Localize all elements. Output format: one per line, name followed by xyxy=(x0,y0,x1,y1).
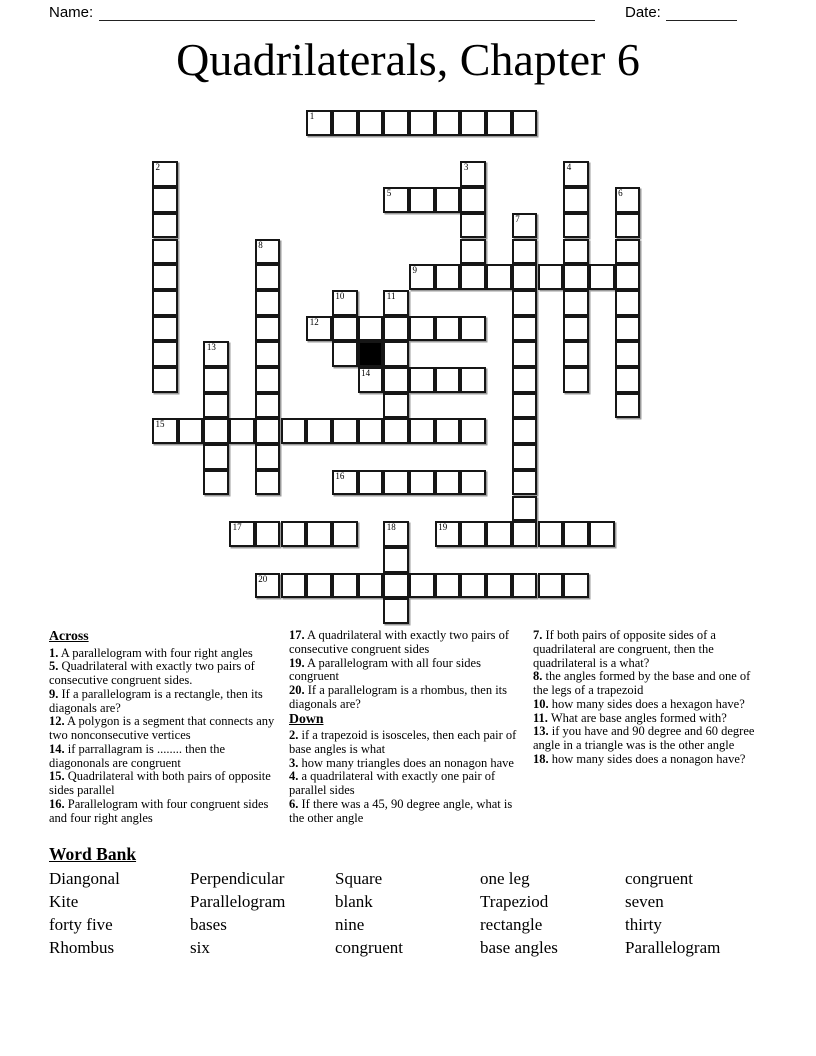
grid-cell[interactable] xyxy=(152,316,178,342)
grid-cell[interactable] xyxy=(332,573,358,599)
grid-cell[interactable] xyxy=(332,290,358,316)
grid-cell[interactable] xyxy=(358,367,384,393)
grid-cell[interactable] xyxy=(563,367,589,393)
grid-cell-black xyxy=(358,341,384,367)
clue-number: 12. xyxy=(49,714,65,729)
grid-cell[interactable] xyxy=(615,239,641,265)
word-bank-item: base angles xyxy=(480,938,558,957)
grid-cell[interactable] xyxy=(538,264,564,290)
grid-cell[interactable] xyxy=(538,521,564,547)
cell-number: 20 xyxy=(258,573,268,584)
grid-cell[interactable] xyxy=(460,418,486,444)
word-bank-item: forty five xyxy=(49,915,113,934)
word-bank-item: Perpendicular xyxy=(190,869,285,888)
grid-cell[interactable] xyxy=(512,393,538,419)
grid-cell[interactable] xyxy=(460,187,486,213)
grid-cell[interactable] xyxy=(563,161,589,187)
clue-item: 11. What are base angles formed with? xyxy=(533,710,727,725)
clue-number: 14. xyxy=(49,741,65,756)
cell-number: 5 xyxy=(386,188,392,199)
cell-number: 16 xyxy=(335,470,345,481)
word-bank-item: rectangle xyxy=(480,915,543,934)
grid-cell[interactable] xyxy=(460,239,486,265)
grid-cell[interactable] xyxy=(281,573,307,599)
grid-cell[interactable] xyxy=(409,187,435,213)
grid-cell[interactable] xyxy=(460,573,486,599)
grid-cell[interactable] xyxy=(229,521,255,547)
grid-cell[interactable] xyxy=(383,598,409,624)
grid-cell[interactable] xyxy=(383,547,409,573)
word-bank-item: congruent xyxy=(335,938,403,957)
grid-cell[interactable] xyxy=(152,161,178,187)
clue-item: 9. If a parallelogram is a rectangle, then its diagonals are? xyxy=(49,686,263,715)
grid-cell[interactable] xyxy=(409,316,435,342)
grid-cell[interactable] xyxy=(512,290,538,316)
clue-number: 19. xyxy=(289,655,305,670)
clue-number: 7. xyxy=(533,628,543,642)
cell-number: 17 xyxy=(232,522,242,533)
grid-cell[interactable] xyxy=(255,418,281,444)
cell-number: 18 xyxy=(386,522,396,533)
grid-cell[interactable] xyxy=(435,187,461,213)
grid-cell[interactable] xyxy=(435,573,461,599)
grid-cell[interactable] xyxy=(332,341,358,367)
clue-item: 19. A parallelogram with all four sides congruent xyxy=(289,655,481,684)
grid-cell[interactable] xyxy=(512,213,538,239)
grid-cell[interactable] xyxy=(563,290,589,316)
grid-cell[interactable] xyxy=(460,161,486,187)
down-heading: Down xyxy=(289,710,324,726)
clue-item: 17. A quadrilateral with exactly two pairs of consecutive congruent sides xyxy=(289,628,510,656)
grid-cell[interactable] xyxy=(152,418,178,444)
word-bank-item: Rhombus xyxy=(49,938,115,957)
grid-cell[interactable] xyxy=(255,264,281,290)
grid-cell[interactable] xyxy=(486,110,512,136)
grid-cell[interactable] xyxy=(435,470,461,496)
clue-item: 10. how many sides does a hexagon have? xyxy=(533,696,745,711)
grid-cell[interactable] xyxy=(152,213,178,239)
cell-number: 15 xyxy=(155,419,165,430)
clue-number: 6. xyxy=(289,796,299,811)
clue-item: 18. how many sides does a nonagon have? xyxy=(533,751,746,766)
grid-cell[interactable] xyxy=(255,290,281,316)
clue-number: 5. xyxy=(49,659,59,674)
grid-cell[interactable] xyxy=(435,316,461,342)
grid-cell[interactable] xyxy=(409,573,435,599)
grid-cell[interactable] xyxy=(435,110,461,136)
cell-number: 9 xyxy=(412,265,417,276)
word-bank-item: Parallelogram xyxy=(625,938,721,957)
word-bank-item: bases xyxy=(190,915,227,934)
grid-cell[interactable] xyxy=(409,367,435,393)
grid-cell[interactable] xyxy=(512,496,538,522)
grid-cell[interactable] xyxy=(203,418,229,444)
grid-cell[interactable] xyxy=(255,239,281,265)
grid-cell[interactable] xyxy=(332,418,358,444)
cell-number: 4 xyxy=(566,162,572,173)
grid-cell[interactable] xyxy=(255,393,281,419)
page-title: Quadrilaterals, Chapter 6 xyxy=(176,34,640,85)
grid-cell[interactable] xyxy=(332,316,358,342)
grid-cell[interactable] xyxy=(255,367,281,393)
grid-cell[interactable] xyxy=(383,418,409,444)
clue-number: 3. xyxy=(289,755,299,770)
grid-cell[interactable] xyxy=(563,264,589,290)
grid-cell[interactable] xyxy=(152,367,178,393)
grid-cell[interactable] xyxy=(358,110,384,136)
grid-cell[interactable] xyxy=(152,290,178,316)
grid-cell[interactable] xyxy=(512,110,538,136)
grid-cell[interactable] xyxy=(409,418,435,444)
grid-cell[interactable] xyxy=(255,316,281,342)
grid-cell[interactable] xyxy=(409,470,435,496)
clue-number: 2. xyxy=(289,728,299,742)
grid-cell[interactable] xyxy=(563,316,589,342)
grid-cell[interactable] xyxy=(615,264,641,290)
word-bank-heading: Word Bank xyxy=(49,844,137,864)
word-bank-item: Trapeziod xyxy=(480,892,549,911)
grid-cell[interactable] xyxy=(178,418,204,444)
clue-number: 11. xyxy=(533,710,548,725)
grid-cell[interactable] xyxy=(383,393,409,419)
clue-number: 4. xyxy=(289,769,299,784)
clue-number: 18. xyxy=(533,751,549,766)
grid-cell[interactable] xyxy=(332,521,358,547)
grid-cell[interactable] xyxy=(615,187,641,213)
clue-column-left xyxy=(49,629,282,825)
grid-cell[interactable] xyxy=(563,187,589,213)
cell-number: 6 xyxy=(618,188,623,199)
grid-cell[interactable] xyxy=(512,418,538,444)
clue-item: 2. if a trapezoid is isosceles, then each pair of base angles is what xyxy=(289,728,517,756)
grid-cell[interactable] xyxy=(358,316,384,342)
cell-number: 8 xyxy=(258,239,263,250)
clue-item: 12. A polygon is a segment that connects any two nonconsecutive vertices xyxy=(49,714,275,742)
grid-cell[interactable] xyxy=(306,110,332,136)
clue-number: 9. xyxy=(49,686,59,701)
word-bank-item: Square xyxy=(335,869,383,888)
crossword-grid xyxy=(152,110,641,624)
grid-cell[interactable] xyxy=(512,316,538,342)
clue-number: 16. xyxy=(49,796,65,811)
cell-number: 19 xyxy=(438,522,448,533)
cell-number: 1 xyxy=(309,111,315,121)
grid-cell[interactable] xyxy=(358,573,384,599)
grid-cell[interactable] xyxy=(512,239,538,265)
word-bank-item: thirty xyxy=(625,915,662,934)
grid-cell[interactable] xyxy=(512,521,538,547)
grid-cell[interactable] xyxy=(306,418,332,444)
grid-cell[interactable] xyxy=(383,521,409,547)
grid-cell[interactable] xyxy=(383,470,409,496)
grid-cell[interactable] xyxy=(615,341,641,367)
clue-item: 14. if parrallagram is ........ then the diagononals are congruent xyxy=(49,741,225,770)
across-heading: Across xyxy=(49,628,89,643)
grid-cell[interactable] xyxy=(460,264,486,290)
grid-cell[interactable] xyxy=(563,213,589,239)
grid-cell[interactable] xyxy=(306,316,332,342)
clue-item: 16. Parallelogram with four congruent sides and four right angles xyxy=(49,796,269,825)
cell-number: 11 xyxy=(386,290,396,301)
grid-cell[interactable] xyxy=(281,418,307,444)
clue-item: 15. Quadrilateral with both pairs of opposite sides parallel xyxy=(49,769,271,797)
clue-item: 4. a quadrilateral with exactly one pair of parallel sides xyxy=(289,769,496,797)
grid-cell[interactable] xyxy=(152,264,178,290)
name-label: Name: xyxy=(49,4,94,21)
word-bank-item: Kite xyxy=(49,892,79,911)
grid-cell[interactable] xyxy=(409,110,435,136)
clue-item: 6. If there was a 45, 90 degree angle, what is the other angle xyxy=(289,796,513,825)
grid-cell[interactable] xyxy=(255,444,281,470)
grid-cell[interactable] xyxy=(460,316,486,342)
grid-cell[interactable] xyxy=(563,341,589,367)
grid-cell[interactable] xyxy=(255,573,281,599)
grid-cell[interactable] xyxy=(383,187,409,213)
word-bank-section xyxy=(49,844,779,958)
word-bank-list xyxy=(49,869,779,958)
word-bank-item: six xyxy=(190,938,210,957)
grid-cell[interactable] xyxy=(486,264,512,290)
grid-cell[interactable] xyxy=(563,573,589,599)
word-bank-item: Parallelogram xyxy=(190,892,286,911)
grid-cell[interactable] xyxy=(460,470,486,496)
cell-number: 12 xyxy=(309,316,319,327)
grid-cell[interactable] xyxy=(306,521,332,547)
date-label: Date: xyxy=(625,4,661,21)
grid-cell[interactable] xyxy=(383,573,409,599)
grid-cell[interactable] xyxy=(203,470,229,496)
clue-number: 8. xyxy=(533,669,543,684)
grid-cell[interactable] xyxy=(512,341,538,367)
grid-cell[interactable] xyxy=(203,367,229,393)
grid-cell[interactable] xyxy=(538,573,564,599)
grid-cell[interactable] xyxy=(152,341,178,367)
grid-cell[interactable] xyxy=(383,316,409,342)
grid-cell[interactable] xyxy=(383,110,409,136)
grid-cell[interactable] xyxy=(281,521,307,547)
grid-cell[interactable] xyxy=(203,444,229,470)
grid-cell[interactable] xyxy=(486,573,512,599)
grid-cell[interactable] xyxy=(229,418,255,444)
word-bank-item: Diangonal xyxy=(49,869,120,888)
grid-cell[interactable] xyxy=(589,521,615,547)
word-bank-item: blank xyxy=(335,892,373,911)
grid-cell[interactable] xyxy=(435,521,461,547)
clue-number: 15. xyxy=(49,769,65,784)
word-bank-item: one leg xyxy=(480,869,530,888)
grid-cell[interactable] xyxy=(460,367,486,393)
grid-cell[interactable] xyxy=(615,290,641,316)
grid-cell[interactable] xyxy=(203,341,229,367)
grid-cell[interactable] xyxy=(203,393,229,419)
grid-cell[interactable] xyxy=(358,470,384,496)
clue-number: 17. xyxy=(289,628,305,642)
clue-item: 5. Quadrilateral with exactly two pairs of consecutive congruent sides. xyxy=(49,659,255,687)
grid-cell[interactable] xyxy=(409,264,435,290)
word-bank-item: nine xyxy=(335,915,365,934)
grid-cell[interactable] xyxy=(255,470,281,496)
grid-cell[interactable] xyxy=(615,367,641,393)
clue-item: 7. If both pairs of opposite sides of a quadrilateral are congruent, then the quadrilateral is a what? xyxy=(533,628,716,670)
cell-number: 13 xyxy=(206,342,216,353)
grid-cell[interactable] xyxy=(563,521,589,547)
grid-cell[interactable] xyxy=(563,239,589,265)
grid-cell[interactable] xyxy=(255,521,281,547)
grid-cell[interactable] xyxy=(486,521,512,547)
clue-column-middle xyxy=(289,629,517,825)
clue-item: 20. If a parallelogram is a rhombus, then its diagonals are? xyxy=(289,683,507,711)
grid-cell[interactable] xyxy=(589,264,615,290)
grid-cell[interactable] xyxy=(152,187,178,213)
grid-cell[interactable] xyxy=(460,521,486,547)
grid-cell[interactable] xyxy=(512,264,538,290)
clue-number: 20. xyxy=(289,683,305,697)
clue-number: 13. xyxy=(533,724,549,739)
cell-number: 10 xyxy=(335,290,345,301)
grid-cell[interactable] xyxy=(332,110,358,136)
word-bank-item: seven xyxy=(625,892,664,911)
grid-cell[interactable] xyxy=(255,341,281,367)
word-bank-item: congruent xyxy=(625,869,693,888)
grid-cell[interactable] xyxy=(306,573,332,599)
grid-cell[interactable] xyxy=(512,573,538,599)
name-blank-line[interactable] xyxy=(99,5,595,21)
grid-cell[interactable] xyxy=(332,470,358,496)
grid-cell[interactable] xyxy=(512,470,538,496)
clue-number: 10. xyxy=(533,696,549,711)
grid-cell[interactable] xyxy=(383,290,409,316)
grid-cell[interactable] xyxy=(512,444,538,470)
grid-cell[interactable] xyxy=(615,213,641,239)
clue-column-right xyxy=(533,629,766,767)
cell-number: 3 xyxy=(463,162,469,173)
clue-item: 8. the angles formed by the base and one of the legs of a trapezoid xyxy=(533,669,751,697)
grid-cell[interactable] xyxy=(512,367,538,393)
grid-cell[interactable] xyxy=(383,341,409,367)
grid-cell[interactable] xyxy=(460,110,486,136)
clue-item: 13. if you have and 90 degree and 60 degree angle in a triangle was is the other angle xyxy=(533,724,755,752)
grid-cell[interactable] xyxy=(358,418,384,444)
grid-cell[interactable] xyxy=(460,213,486,239)
grid-cell[interactable] xyxy=(435,264,461,290)
cell-number: 7 xyxy=(515,213,520,224)
clue-item: 3. how many triangles does an nonagon have xyxy=(289,755,514,770)
cell-number: 14 xyxy=(361,368,371,378)
date-blank-line[interactable] xyxy=(666,5,737,21)
grid-cell[interactable] xyxy=(435,367,461,393)
clue-item: 1. A parallelogram with four right angles xyxy=(49,645,253,660)
grid-cell[interactable] xyxy=(615,316,641,342)
grid-cell[interactable] xyxy=(152,239,178,265)
grid-cell[interactable] xyxy=(383,367,409,393)
grid-cell[interactable] xyxy=(615,393,641,419)
clue-number: 1. xyxy=(49,645,59,660)
grid-cell[interactable] xyxy=(435,418,461,444)
cell-number: 2 xyxy=(155,162,160,173)
